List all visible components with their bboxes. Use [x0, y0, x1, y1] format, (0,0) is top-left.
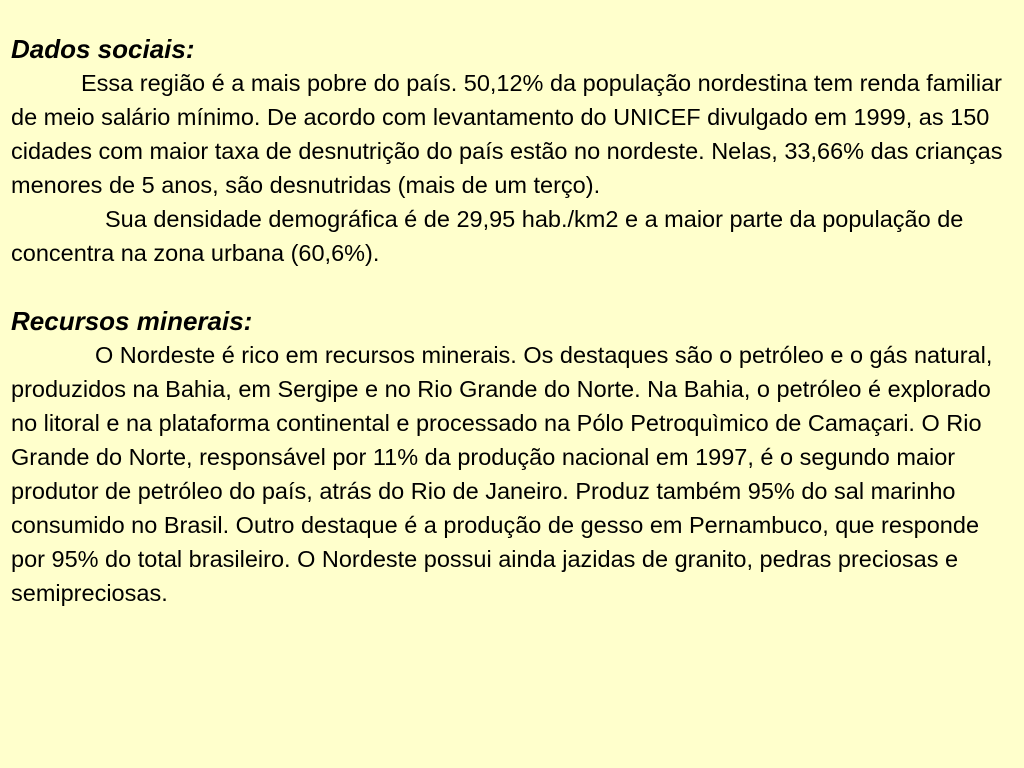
paragraph-social-income: Essa região é a mais pobre do país. 50,12% da população nordestina tem renda familiar de meio salário mínimo. De acordo com levantamento do UNICEF divulgado em 1999, as 150 cidades com maior taxa de desnutrição do país estão no nordeste. Nelas, 33,66% das crianças menores de 5 anos, são desnutridas (mais de um terço). — [11, 70, 1003, 198]
section-social — [11, 32, 1015, 270]
heading-social: Dados sociais: — [11, 34, 195, 64]
heading-minerals: Recursos minerais: — [11, 306, 253, 336]
paragraph-minerals: O Nordeste é rico em recursos minerais. Os destaques são o petróleo e o gás natural, produzidos na Bahia, em Sergipe e no Rio Grande do Norte. Na Bahia, o petróleo é explorado no litoral e na plataforma continental e processado na Pólo Petroquìmico de Camaçari. O Rio Grande do Norte, responsável por 11% da produção nacional em 1997, é o segundo maior produtor de petróleo do país, atrás do Rio de Janeiro. Produz também 95% do sal marinho consumido no Brasil. Outro destaque é a produção de gesso em Pernambuco, que responde por 95% do total brasileiro. O Nordeste possui ainda jazidas de granito, pedras preciosas e semipreciosas. — [11, 342, 993, 606]
section-gap — [11, 270, 1015, 304]
section-minerals — [11, 304, 1015, 610]
paragraph-social-density: Sua densidade demográfica é de 29,95 hab./km2 e a maior parte da população de concentra na zona urbana (60,6%). — [11, 206, 964, 266]
slide-content — [11, 32, 1015, 610]
